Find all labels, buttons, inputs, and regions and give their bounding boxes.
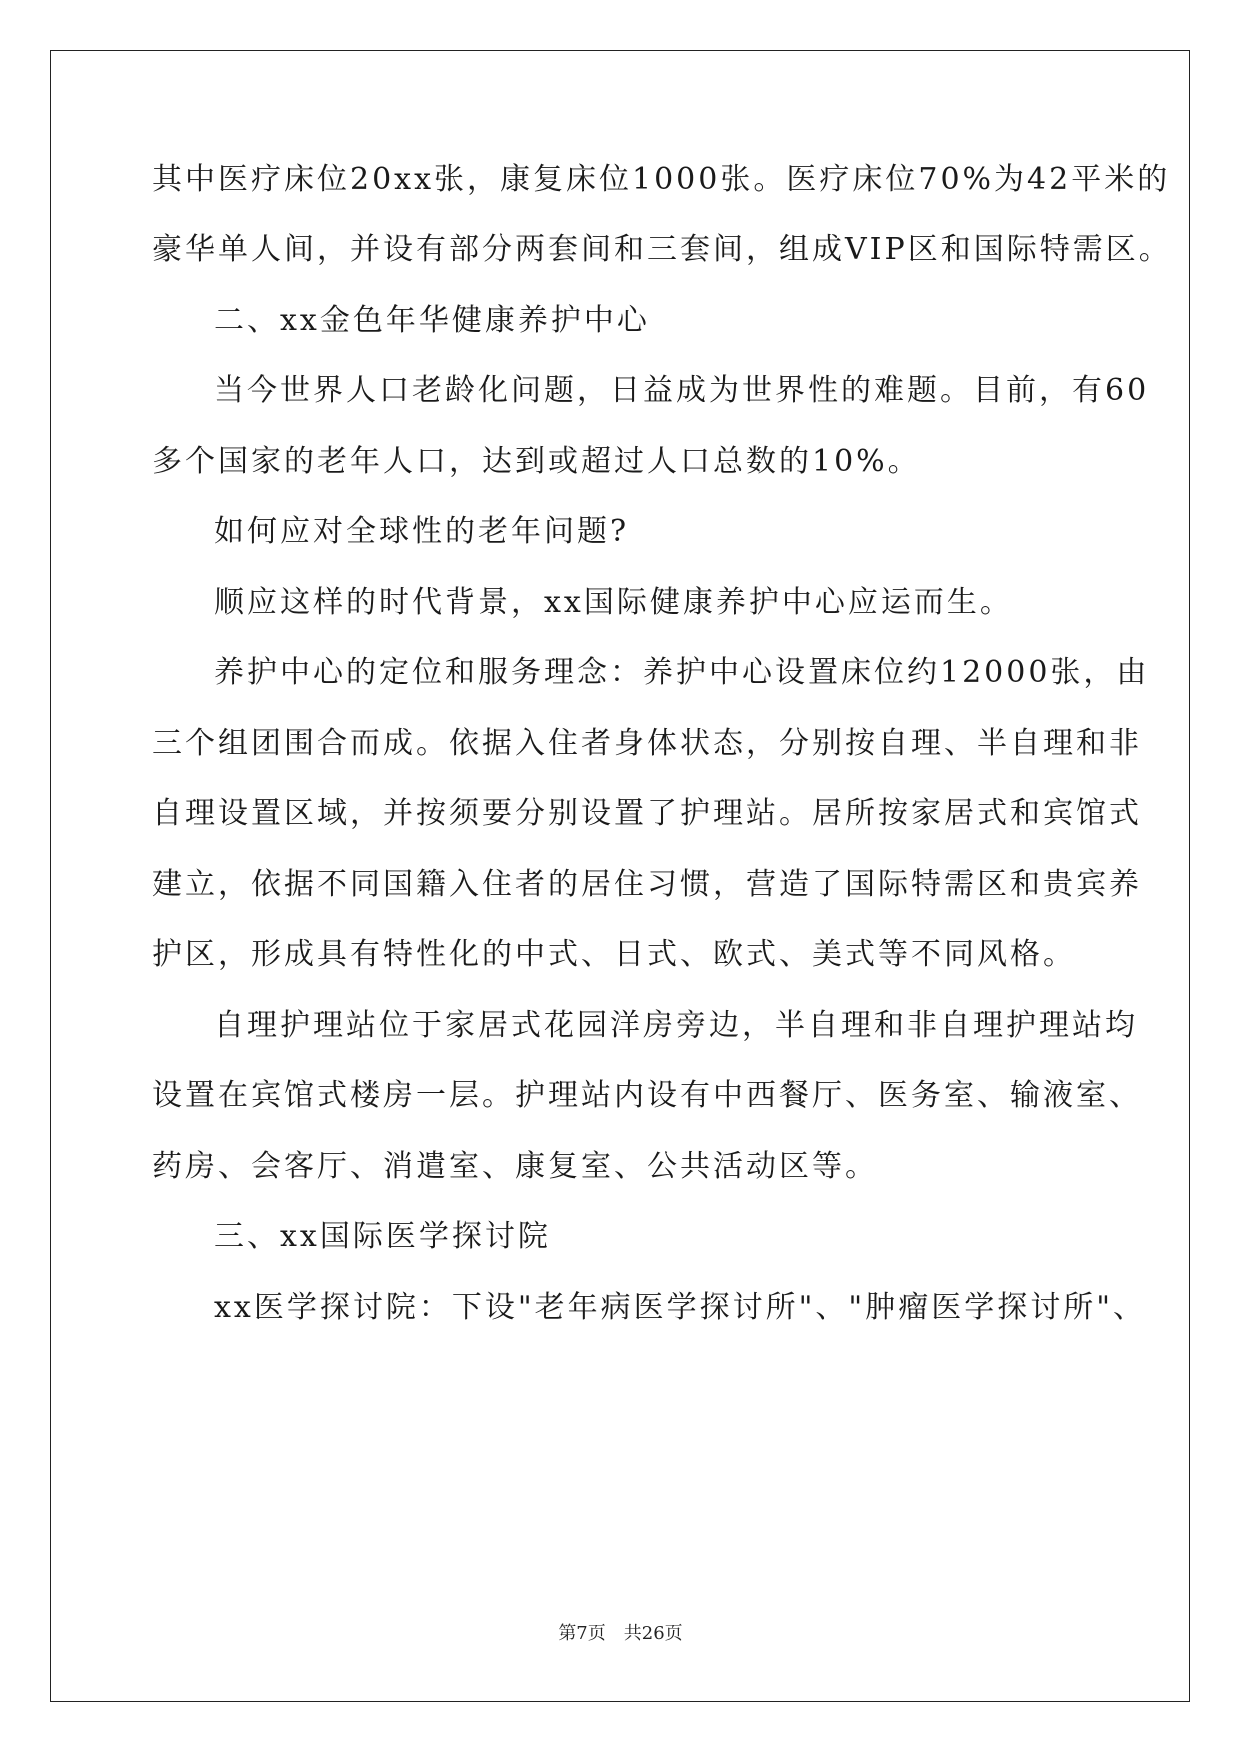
text-line: xx医学探讨院：下设"老年病医学探讨所"、"肿瘤医学探讨所"、: [214, 1290, 1147, 1325]
text-line: 建立，依据不同国籍入住者的居住习惯，营造了国际特需区和贵宾养: [152, 867, 1142, 902]
text-line: 豪华单人间，并设有部分两套间和三套间，组成VIP区和国际特需区。: [152, 232, 1172, 267]
text-line: 其中医疗床位20xx张，康复床位1000张。医疗床位70%为42平米的: [152, 162, 1171, 197]
text-line: 护区，形成具有特性化的中式、日式、欧式、美式等不同风格。: [152, 937, 1076, 972]
text-line: 多个国家的老年人口，达到或超过人口总数的10%。: [152, 444, 921, 479]
text-line: 自理设置区域，并按须要分别设置了护理站。居所按家居式和宾馆式: [152, 796, 1142, 831]
text-line: 自理护理站位于家居式花园洋房旁边，半自理和非自理护理站均: [214, 1008, 1138, 1043]
section-heading: 三、xx国际医学探讨院: [214, 1219, 551, 1254]
page-footer: 第7页 共26页: [558, 1623, 683, 1644]
text-line: 三个组团围合而成。依据入住者身体状态，分别按自理、半自理和非: [152, 726, 1142, 761]
text-line: 当今世界人口老龄化问题，日益成为世界性的难题。目前，有60: [214, 373, 1150, 408]
text-line: 顺应这样的时代背景，xx国际健康养护中心应运而生。: [214, 585, 1013, 620]
section-heading: 二、xx金色年华健康养护中心: [214, 303, 650, 338]
text-line: 设置在宾馆式楼房一层。护理站内设有中西餐厅、医务室、输液室、: [152, 1078, 1142, 1113]
text-line: 养护中心的定位和服务理念：养护中心设置床位约12000张，由: [214, 655, 1150, 690]
text-line: 药房、会客厅、消遣室、康复室、公共活动区等。: [152, 1149, 878, 1184]
text-line: 如何应对全球性的老年问题?: [214, 514, 630, 549]
